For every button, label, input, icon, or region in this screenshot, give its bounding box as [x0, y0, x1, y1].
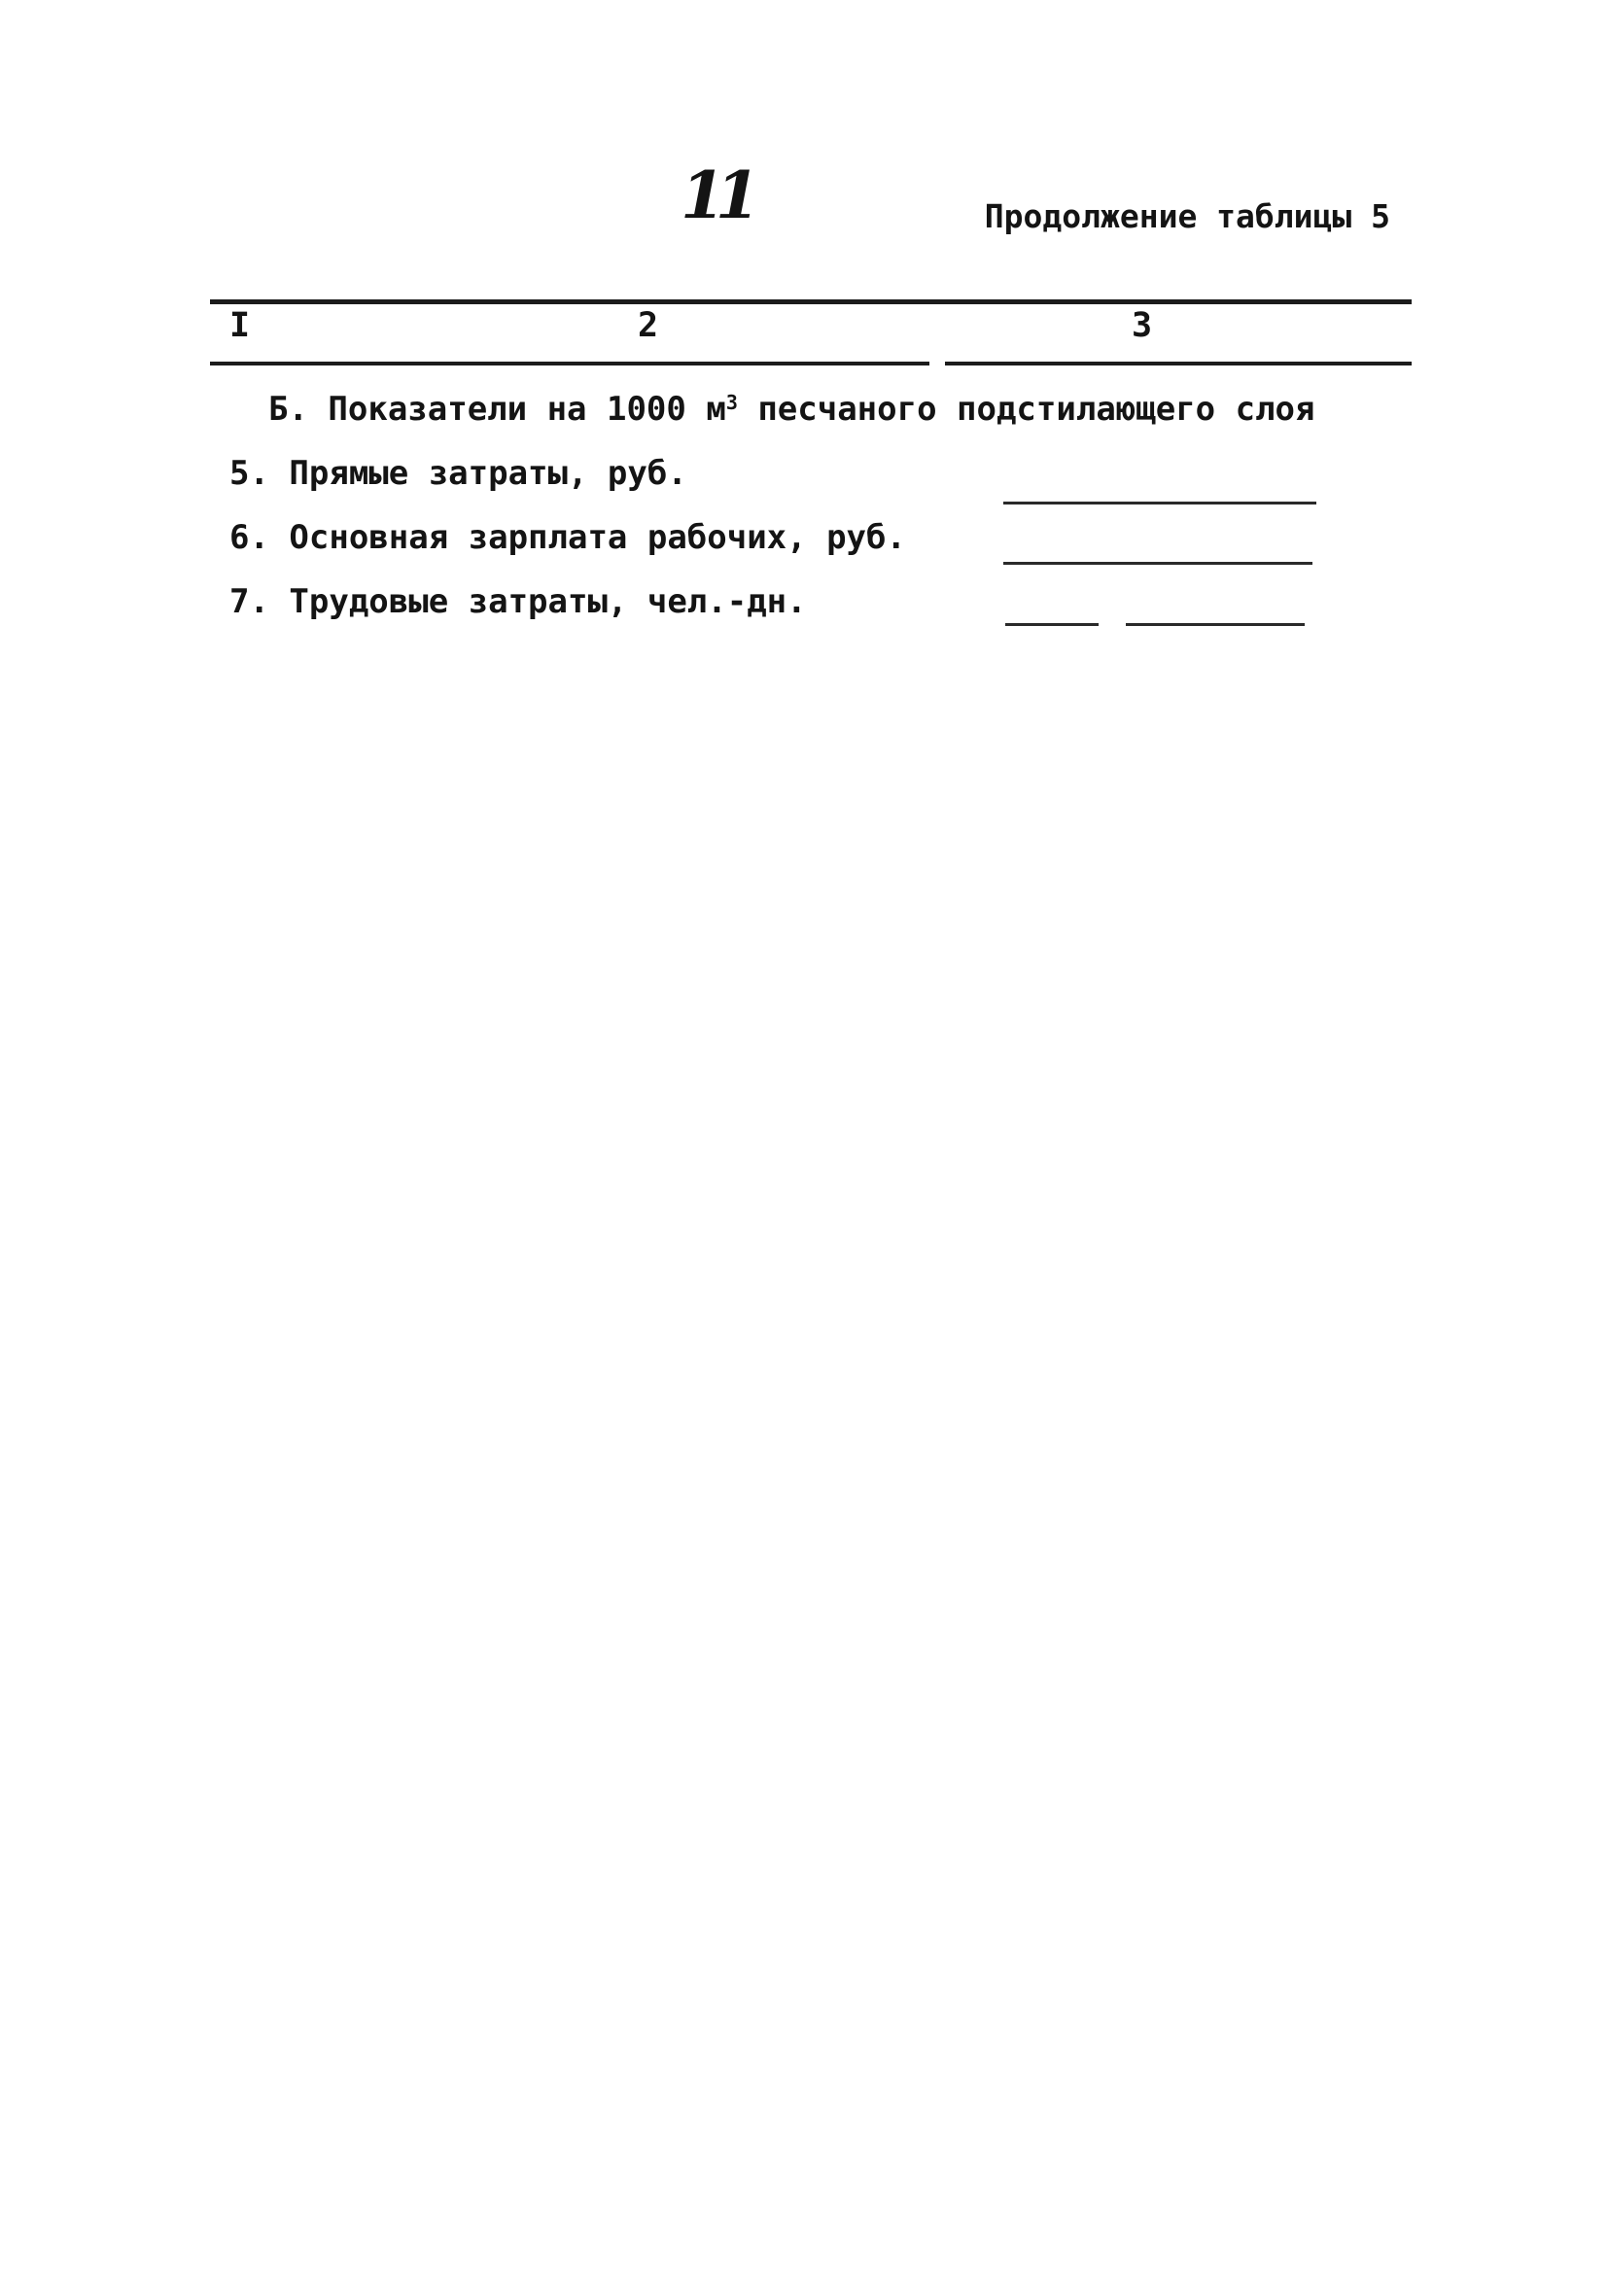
table-row-direct-costs: 5. Прямые затраты, руб.: [229, 454, 687, 493]
table-top-rule: [210, 299, 1412, 304]
header-bottom-rule-right: [945, 362, 1412, 365]
section-title-main: Б. Показатели на 1000 м: [268, 390, 726, 429]
row-6-value-blank: [1003, 562, 1312, 565]
table-row-base-wages: 6. Основная зарплата рабочих, руб.: [229, 518, 906, 557]
column-header-1: I: [229, 306, 251, 345]
header-bottom-rule-left: [210, 362, 929, 365]
section-title-rest: песчаного подстилающего слоя: [737, 390, 1315, 429]
column-header-3: 3: [1132, 306, 1153, 345]
page-number: 11: [681, 157, 751, 233]
table-row-labor-costs: 7. Трудовые затраты, чел.-дн.: [229, 582, 807, 621]
row-7-value-blank-right: [1126, 623, 1305, 626]
row-7-value-blank-left: [1005, 623, 1099, 626]
section-title-unit-exponent: 3: [725, 391, 738, 414]
row-5-value-blank: [1003, 502, 1316, 504]
column-header-2: 2: [638, 306, 659, 345]
table-continuation-label: Продолжение таблицы 5: [984, 197, 1390, 235]
section-title: [268, 390, 1315, 429]
